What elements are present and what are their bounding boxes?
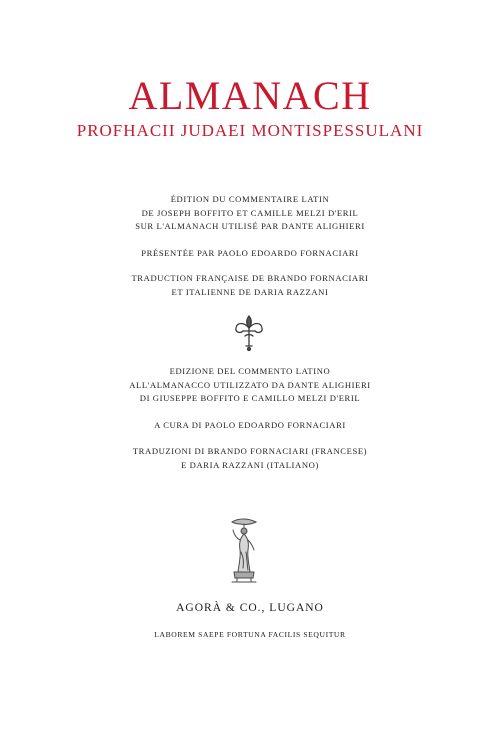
page-title: ALMANACH [128,73,372,118]
french-edition-block [0,193,500,234]
french-edition-line: ÉDITION DU COMMENTAIRE LATIN [170,194,330,204]
french-translation-line: ET ITALIENNE DE DARIA RAZZANI [171,286,329,297]
french-translation-block [0,272,500,299]
french-presented-by [0,247,500,261]
publisher-motto: LABOREM SAEPE FORTUNA FACILIS SEQUITUR [154,630,346,639]
italian-edition-line: EDIZIONE DEL COMMENTO LATINO [169,366,331,376]
italian-edition-block [0,365,500,406]
french-translation-line: TRADUCTION FRANÇAISE DE BRANDO FORNACIARI [131,273,369,283]
italian-curated-by [0,419,500,433]
italian-translation-line: E DARIA RAZZANI (ITALIANO) [181,459,319,470]
italian-translation-line: TRADUZIONI DI BRANDO FORNACIARI (FRANCESE) [132,446,368,456]
publisher-name: AGORÀ & CO., LUGANO [176,602,324,614]
french-edition-line: DE JOSEPH BOFFITO ET CAMILLE MELZI D'ERIL [141,207,359,218]
french-presented-line: PRÉSENTÉE PAR PAOLO EDOARDO FORNACIARI [141,248,359,258]
italian-translation-block [0,445,500,472]
allegorical-figure-icon [226,516,266,584]
italian-edition-line: ALL'ALMANACCO UTILIZZATO DA DANTE ALIGHIERI [129,379,371,390]
italian-edition-line: DI GIUSEPPE BOFFITO E CAMILLO MELZI D'ERIL [139,393,361,403]
italian-curated-line: A CURA DI PAOLO EDOARDO FORNACIARI [154,420,346,430]
page-subtitle: PROFHACII JUDAEI MONTISPESSULANI [76,121,424,140]
fleur-de-lis-icon [232,312,266,352]
french-edition-line: SUR L'ALMANACH UTILISÉ PAR DANTE ALIGHIERI [135,221,365,231]
